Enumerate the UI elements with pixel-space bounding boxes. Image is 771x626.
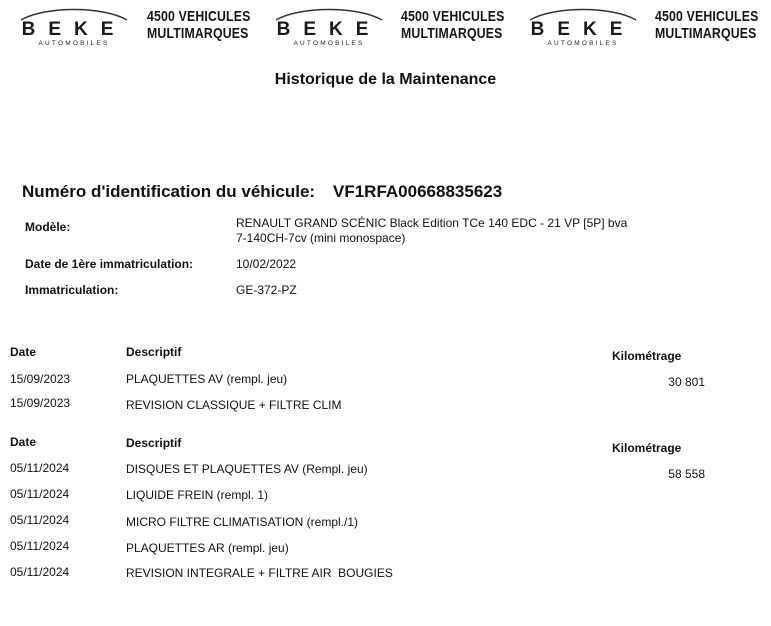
first-registration-value: 10/02/2022 bbox=[236, 257, 297, 271]
row-mileage: 58 558 bbox=[668, 467, 705, 481]
logo-tagline: 4500 VEHICULES MULTIMARQUES bbox=[655, 8, 759, 42]
plate-value: GE-372-PZ bbox=[236, 283, 297, 297]
row-date: 05/11/2024 bbox=[10, 461, 70, 475]
row-date: 05/11/2024 bbox=[10, 539, 70, 553]
row-description: LIQUIDE FREIN (rempl. 1) bbox=[126, 488, 269, 502]
model-line-2: 7-140CH-7cv (mini monospace) bbox=[236, 231, 406, 245]
row-description: PLAQUETTES AV (rempl. jeu) bbox=[126, 372, 288, 386]
column-header-description: Descriptif bbox=[126, 436, 182, 450]
page-title: Historique de la Maintenance bbox=[274, 71, 497, 88]
beke-logo-2 bbox=[270, 8, 510, 48]
logo-tagline: 4500 VEHICULES MULTIMARQUES bbox=[147, 8, 251, 42]
beke-logo-3 bbox=[524, 8, 764, 48]
logo-sub: AUTOMOBILES bbox=[547, 40, 619, 47]
row-description: DISQUES ET PLAQUETTES AV (Rempl. jeu) bbox=[126, 462, 368, 476]
row-date: 15/09/2023 bbox=[10, 396, 71, 410]
logo-brand: BEKE bbox=[530, 19, 636, 40]
column-header-mileage: Kilométrage bbox=[612, 441, 682, 455]
column-header-description: Descriptif bbox=[126, 345, 182, 359]
beke-logo-mark bbox=[270, 8, 388, 48]
logo-tagline: 4500 VEHICULES MULTIMARQUES bbox=[401, 8, 505, 42]
logo-brand: BEKE bbox=[21, 19, 127, 40]
beke-logo-1 bbox=[15, 8, 255, 48]
vin-label: Numéro d'identification du véhicule: bbox=[22, 182, 316, 201]
first-registration-label: Date de 1ère immatriculation: bbox=[25, 257, 194, 271]
row-date: 15/09/2023 bbox=[10, 372, 71, 386]
row-date: 05/11/2024 bbox=[10, 513, 70, 527]
logo-sub: AUTOMOBILES bbox=[293, 40, 365, 47]
logo-brand: BEKE bbox=[276, 19, 382, 40]
vin-value: VF1RFA00668835623 bbox=[333, 182, 503, 201]
row-description: REVISION CLASSIQUE + FILTRE CLIM bbox=[126, 398, 342, 412]
column-header-date: Date bbox=[10, 435, 37, 449]
row-date: 05/11/2024 bbox=[10, 565, 70, 579]
beke-logo-mark bbox=[524, 8, 642, 48]
model-line-1: RENAULT GRAND SCÉNIC Black Edition TCe 140 EDC - 21 VP [5P] bva bbox=[236, 216, 628, 230]
row-description: PLAQUETTES AR (rempl. jeu) bbox=[126, 541, 289, 555]
row-description: MICRO FILTRE CLIMATISATION (rempl./1) bbox=[126, 515, 359, 529]
column-header-date: Date bbox=[10, 345, 37, 359]
beke-logo-mark bbox=[15, 8, 133, 48]
model-label: Modèle: bbox=[25, 220, 71, 234]
plate-label: Immatriculation: bbox=[25, 283, 119, 297]
row-mileage: 30 801 bbox=[668, 375, 705, 389]
row-date: 05/11/2024 bbox=[10, 487, 70, 501]
column-header-mileage: Kilométrage bbox=[612, 349, 682, 363]
logo-sub: AUTOMOBILES bbox=[38, 40, 110, 47]
row-description: REVISION INTEGRALE + FILTRE AIR BOUGIES bbox=[126, 566, 393, 580]
